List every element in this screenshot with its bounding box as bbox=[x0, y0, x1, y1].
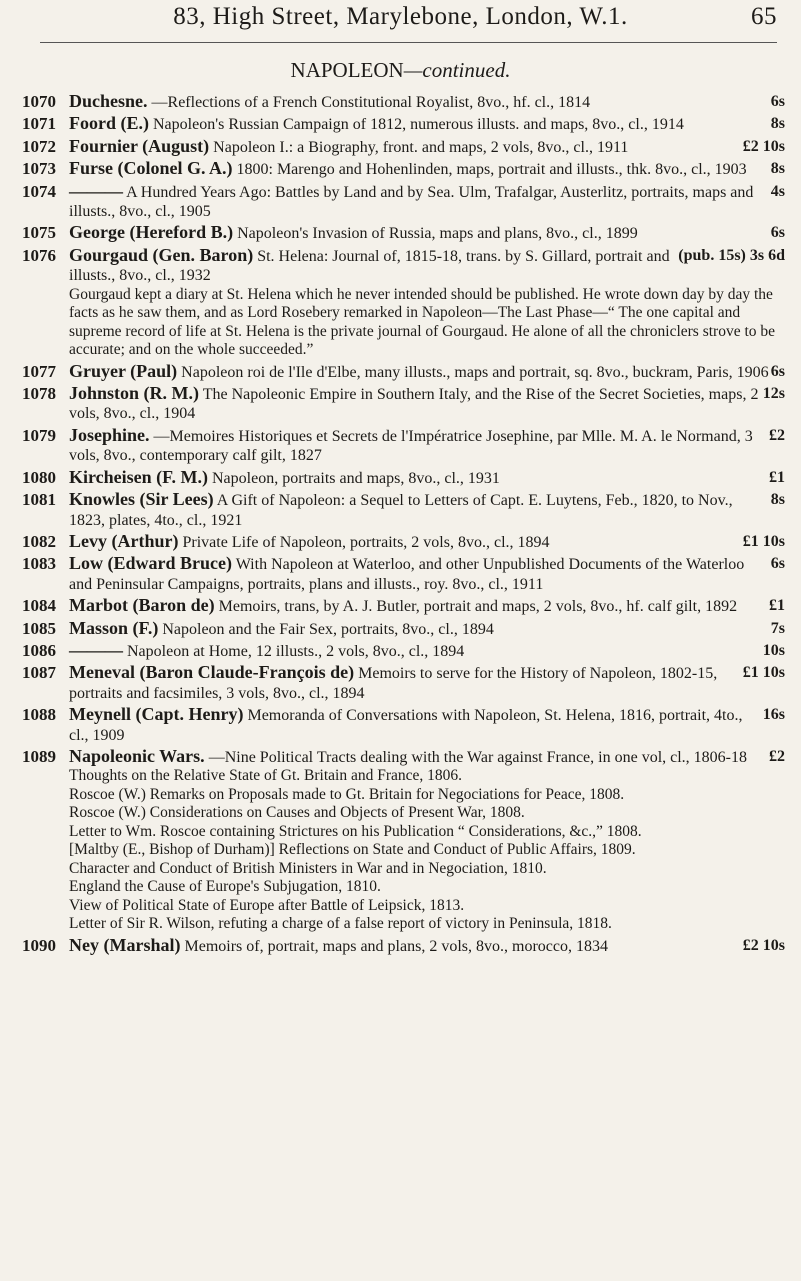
entry-heading: Ney (Marshal) bbox=[69, 934, 181, 955]
entry-price: (pub. 15s) 3s 6d bbox=[678, 246, 785, 264]
entry-heading: George (Hereford B.) bbox=[69, 222, 234, 243]
entry-note: Gourgaud kept a diary at St. Helena which he never intended should be published. He wrote down day by day the facts as he saw them, and as Lord Rosebery remarked in Napoleon—The Last Phase—“ The one capital and supreme record of life at St. Helena is the private journal of Gourgaud. He alone of all the chroniclers strove to be accurate; and on the whole succeeded.” bbox=[69, 285, 776, 359]
entry-heading: Masson (F.) bbox=[69, 617, 159, 638]
entry-description: 1800: Marengo and Hohenlinden, maps, portrait and illusts., thk. 8vo., cl., 1903 bbox=[236, 161, 747, 179]
entry-number: 1088 bbox=[22, 705, 56, 725]
entry-price: £1 10s bbox=[742, 532, 785, 550]
entry-description: The Napoleonic Empire in Southern Italy, and the Rise of the Secret Societies, maps, 2 vols, 8vo., cl., 1904 bbox=[69, 386, 759, 423]
catalogue-entry bbox=[22, 641, 785, 661]
catalogue-entry bbox=[22, 114, 785, 134]
entry-number: 1077 bbox=[22, 361, 56, 381]
page-number: 65 bbox=[751, 3, 777, 30]
entry-heading: Gourgaud (Gen. Baron) bbox=[69, 244, 254, 265]
catalogue-entry bbox=[22, 468, 785, 488]
sub-item: England the Cause of Europe's Subjugation, 1810. bbox=[69, 878, 381, 896]
section-heading bbox=[0, 58, 801, 83]
entry-number: 1078 bbox=[22, 384, 56, 404]
entry-price: 8s bbox=[770, 115, 785, 133]
entry-description: Napoleon's Russian Campaign of 1812, numerous illusts. and maps, 8vo., cl., 1914 bbox=[153, 116, 684, 134]
entry-price: 6s bbox=[770, 224, 785, 242]
section-continued: —continued. bbox=[403, 58, 511, 82]
sub-item: Letter to Wm. Roscoe containing Strictures on his Publication “ Considerations, &c.,” 1808. bbox=[69, 822, 642, 840]
entry-number: 1084 bbox=[22, 596, 56, 616]
entry-price: 8s bbox=[770, 160, 785, 178]
entry-heading: Fournier (August) bbox=[69, 135, 210, 156]
entry-heading: ——— bbox=[69, 180, 123, 201]
entry-number: 1083 bbox=[22, 554, 56, 574]
entry-description: St. Helena: Journal of, 1815-18, trans. by S. Gillard, portrait and illusts., 8vo., cl., 1932 bbox=[69, 247, 670, 285]
sub-item: Letter of Sir R. Wilson, refuting a charge of a false report of victory in Peninsula, 1818. bbox=[69, 915, 612, 933]
entry-number: 1074 bbox=[22, 181, 56, 201]
entry-number: 1079 bbox=[22, 425, 56, 445]
entry-price: 4s bbox=[770, 182, 785, 200]
entry-description: Napoleon and the Fair Sex, portraits, 8vo., cl., 1894 bbox=[162, 620, 494, 638]
entry-description: Napoleon I.: a Biography, front. and maps, 2 vols, 8vo., cl., 1911 bbox=[213, 138, 629, 156]
entry-number: 1071 bbox=[22, 114, 56, 134]
sub-item: Roscoe (W.) Considerations on Causes and Objects of Present War, 1808. bbox=[69, 804, 525, 822]
entry-description: —Reflections of a French Constitutional Royalist, 8vo., hf. cl., 1814 bbox=[151, 94, 591, 111]
entry-number: 1076 bbox=[22, 245, 56, 265]
entry-number: 1090 bbox=[22, 935, 56, 955]
catalogue-entry bbox=[22, 532, 785, 552]
entry-description: A Hundred Years Ago: Battles by Land and by Sea. Ulm, Trafalgar, Austerlitz, portraits, maps and illusts., 8vo., cl., 1905 bbox=[69, 183, 754, 221]
page-header bbox=[0, 0, 801, 36]
entry-number: 1087 bbox=[22, 663, 56, 683]
entry-description: Memoirs to serve for the History of Napoleon, 1802-15, portraits and facsimiles, 3 vols, 8vo., cl., 1894 bbox=[69, 665, 718, 702]
entry-heading: Kircheisen (F. M.) bbox=[69, 466, 208, 487]
entry-description: Memoirs, trans, by A. J. Butler, portrait and maps, 2 vols, 8vo., hf. calf gilt, 1892 bbox=[218, 598, 738, 616]
catalogue-entry bbox=[22, 426, 785, 466]
entry-number: 1085 bbox=[22, 618, 56, 638]
entry-description: Napoleon's Invasion of Russia, maps and plans, 8vo., cl., 1899 bbox=[237, 225, 638, 243]
entry-description: Napoleon, portraits and maps, 8vo., cl., 1931 bbox=[211, 469, 500, 487]
catalogue-entry bbox=[22, 596, 785, 616]
entry-list bbox=[22, 92, 785, 958]
header-address: 83, High Street, Marylebone, London, W.1. bbox=[173, 3, 628, 30]
sub-item: Thoughts on the Relative State of Gt. Britain and France, 1806. bbox=[69, 767, 463, 785]
entry-description: Napoleon at Home, 12 illusts., 2 vols, 8vo., cl., 1894 bbox=[127, 642, 465, 660]
entry-heading: Napoleonic Wars. bbox=[69, 745, 205, 766]
catalogue-entry bbox=[22, 246, 785, 286]
entry-price: £1 bbox=[769, 597, 785, 615]
entry-heading: Gruyer (Paul) bbox=[69, 360, 178, 381]
catalogue-entry bbox=[22, 936, 785, 956]
catalogue-entry bbox=[22, 362, 785, 382]
catalogue-entry bbox=[22, 554, 785, 594]
entry-heading: Levy (Arthur) bbox=[69, 530, 179, 551]
catalogue-entry bbox=[22, 92, 785, 112]
entry-number: 1080 bbox=[22, 467, 56, 487]
sub-item: [Maltby (E., Bishop of Durham)] Reflections on State and Conduct of Public Affairs, 1809. bbox=[69, 841, 636, 859]
entry-price: £2 10s bbox=[742, 936, 785, 954]
entry-heading: Meneval (Baron Claude-François de) bbox=[69, 662, 355, 683]
entry-description: Private Life of Napoleon, portraits, 2 vols, 8vo., cl., 1894 bbox=[182, 533, 550, 551]
entry-price: 10s bbox=[762, 641, 785, 659]
sub-item: Roscoe (W.) Remarks on Proposals made to Gt. Britain for Negociations for Peace, 1808. bbox=[69, 785, 625, 803]
catalogue-entry bbox=[22, 384, 785, 424]
catalogue-entry bbox=[22, 159, 785, 179]
entry-description: A Gift of Napoleon: a Sequel to Letters of Capt. E. Luytens, Feb., 1820, to Nov., 1823, plates, 4to., cl., 1921 bbox=[69, 492, 733, 529]
entry-number: 1081 bbox=[22, 490, 56, 510]
entry-price: £2 bbox=[769, 426, 785, 444]
entry-heading: Meynell (Capt. Henry) bbox=[69, 704, 244, 725]
entry-description: Napoleon roi de l'Ile d'Elbe, many illusts., maps and portrait, sq. 8vo., buckram, Paris, 1906 bbox=[181, 363, 769, 381]
catalogue-entry bbox=[22, 182, 785, 222]
entry-description: —Memoires Historiques et Secrets de l'Impératrice Josephine, par Mlle. M. A. le Normand, 3 vols, 8vo., contemporary calf gilt, 1827 bbox=[69, 427, 753, 465]
entry-price: 16s bbox=[762, 706, 785, 724]
entry-number: 1075 bbox=[22, 223, 56, 243]
entry-number: 1089 bbox=[22, 746, 56, 766]
catalogue-entry bbox=[22, 223, 785, 243]
entry-number: 1070 bbox=[22, 92, 56, 111]
catalogue-entry bbox=[22, 747, 785, 767]
entry-heading: Low (Edward Bruce) bbox=[69, 553, 232, 574]
entry-heading: Furse (Colonel G. A.) bbox=[69, 158, 233, 179]
entry-price: 8s bbox=[770, 491, 785, 509]
entry-number: 1072 bbox=[22, 136, 56, 156]
entry-number: 1086 bbox=[22, 640, 56, 660]
entry-price: 12s bbox=[762, 385, 785, 403]
entry-price: £2 bbox=[769, 747, 785, 765]
sub-item: Character and Conduct of British Ministers in War and in Negociation, 1810. bbox=[69, 859, 547, 877]
entry-heading: Knowles (Sir Lees) bbox=[69, 489, 214, 510]
entry-description: —Nine Political Tracts dealing with the War against France, in one vol, cl., 1806-18 bbox=[208, 748, 748, 766]
catalogue-entry bbox=[22, 663, 785, 703]
entry-description: With Napoleon at Waterloo, and other Unpublished Documents of the Waterloo and Peninsular Campaigns, portraits, plans and illusts., roy. 8vo., cl., 1911 bbox=[69, 556, 745, 593]
section-title: NAPOLEON bbox=[290, 58, 404, 82]
catalogue-entry bbox=[22, 137, 785, 157]
catalogue-entry bbox=[22, 619, 785, 639]
entry-description: Memoranda of Conversations with Napoleon, St. Helena, 1816, portrait, 4to., cl., 1909 bbox=[69, 707, 743, 744]
entry-price: £2 10s bbox=[742, 137, 785, 155]
header-rule bbox=[40, 42, 777, 43]
entry-heading: Foord (E.) bbox=[69, 113, 149, 134]
sub-item: View of Political State of Europe after Battle of Leipsick, 1813. bbox=[69, 896, 465, 914]
entry-price: 7s bbox=[770, 619, 785, 637]
entry-heading: Josephine. bbox=[69, 424, 150, 445]
entry-price: £1 10s bbox=[742, 664, 785, 682]
entry-description: Memoirs of, portrait, maps and plans, 2 vols, 8vo., morocco, 1834 bbox=[184, 937, 608, 955]
entry-price: £1 bbox=[769, 468, 785, 486]
entry-heading: Johnston (R. M.) bbox=[69, 383, 200, 404]
entry-heading: ——— bbox=[69, 639, 123, 660]
entry-price: 6s bbox=[770, 93, 785, 110]
entry-heading: Marbot (Baron de) bbox=[69, 595, 215, 616]
entry-heading: Duchesne. bbox=[69, 91, 148, 111]
catalogue-entry bbox=[22, 705, 785, 745]
entry-number: 1073 bbox=[22, 159, 56, 179]
entry-price: 6s bbox=[770, 362, 785, 380]
entry-number: 1082 bbox=[22, 531, 56, 551]
entry-price: 6s bbox=[770, 555, 785, 573]
catalogue-entry bbox=[22, 490, 785, 530]
